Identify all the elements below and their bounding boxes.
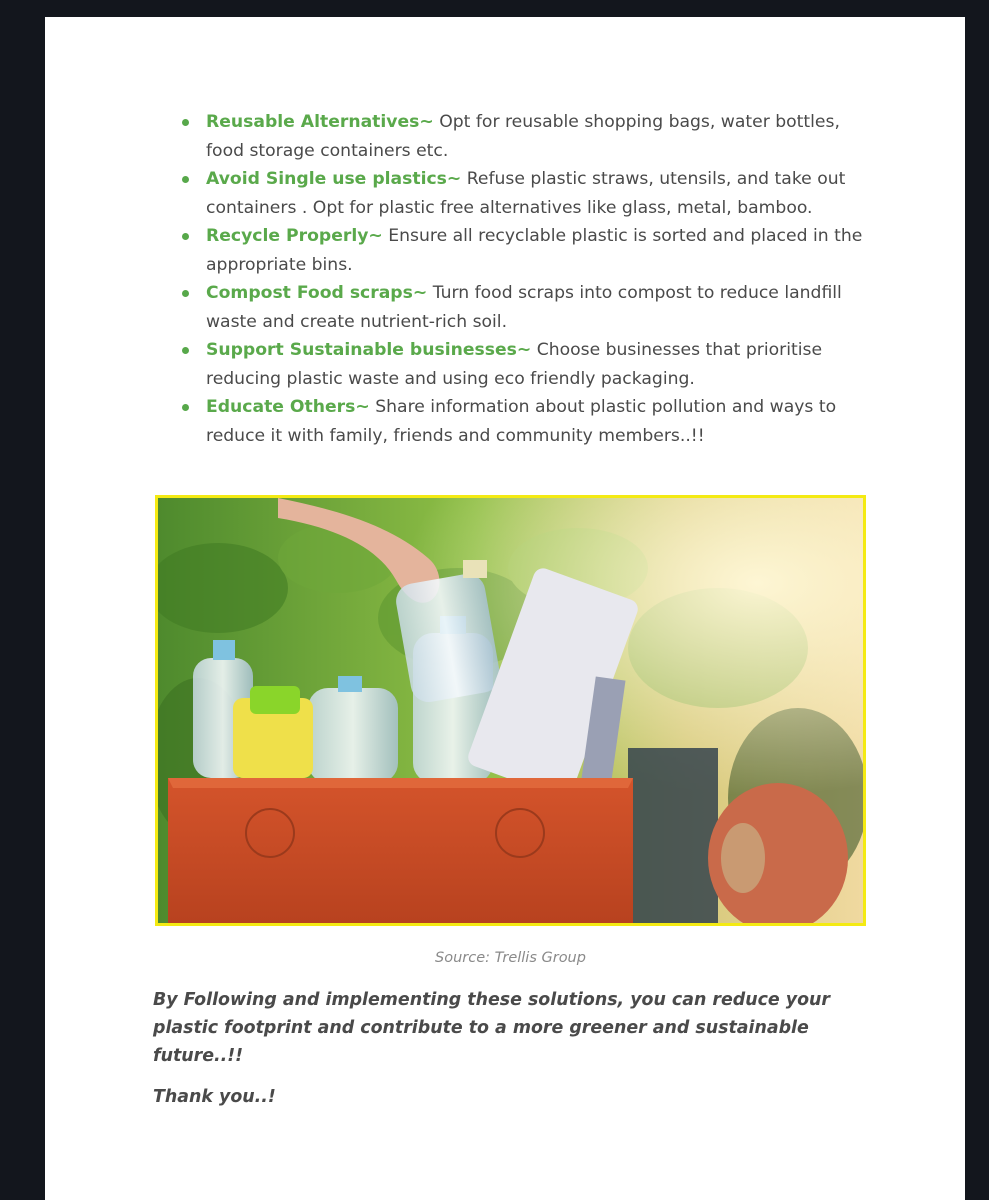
tip-item	[152, 165, 872, 222]
tip-title: Support Sustainable businesses~	[206, 340, 532, 360]
tip-title: Avoid Single use plastics~	[206, 169, 462, 189]
tip-item	[152, 336, 872, 393]
tip-title: Reusable Alternatives~	[206, 112, 434, 132]
bullet-icon	[182, 176, 189, 183]
tip-text: Opt for reusable shopping bags, water bottles, food storage containers etc.	[206, 112, 840, 161]
tip-text: Ensure all recyclable plastic is sorted and placed in the appropriate bins.	[206, 226, 863, 275]
tip-item	[152, 279, 872, 336]
tips-list	[152, 108, 872, 450]
bullet-icon	[182, 290, 189, 297]
bullet-icon	[182, 404, 189, 411]
bullet-icon	[182, 119, 189, 126]
tip-item	[152, 108, 872, 165]
tip-item	[152, 222, 872, 279]
thank-you-text: Thank you..!	[153, 1087, 276, 1107]
tip-text: Refuse plastic straws, utensils, and take out containers . Opt for plastic free alternatives like glass, metal, bamboo.	[206, 169, 846, 218]
tip-title: Compost Food scraps~	[206, 283, 428, 303]
tip-item	[152, 393, 872, 450]
recycling-illustration	[158, 498, 863, 923]
tip-title: Educate Others~	[206, 397, 370, 417]
tip-text: Choose businesses that prioritise reducing plastic waste and using eco friendly packaging.	[206, 340, 823, 389]
tip-title: Recycle Properly~	[206, 226, 383, 246]
tip-text: Turn food scraps into compost to reduce landfill waste and create nutrient-rich soil.	[206, 283, 842, 332]
image-caption: Source: Trellis Group	[435, 950, 586, 966]
closing-paragraph: By Following and implementing these solutions, you can reduce your plastic footprint and contribute to a more greener and sustainable future..!!	[153, 990, 831, 1067]
tip-text: Share information about plastic pollution and ways to reduce it with family, friends and community members..!!	[206, 397, 837, 446]
recycling-photo	[155, 495, 866, 926]
bullet-icon	[182, 347, 189, 354]
bullet-icon	[182, 233, 189, 240]
